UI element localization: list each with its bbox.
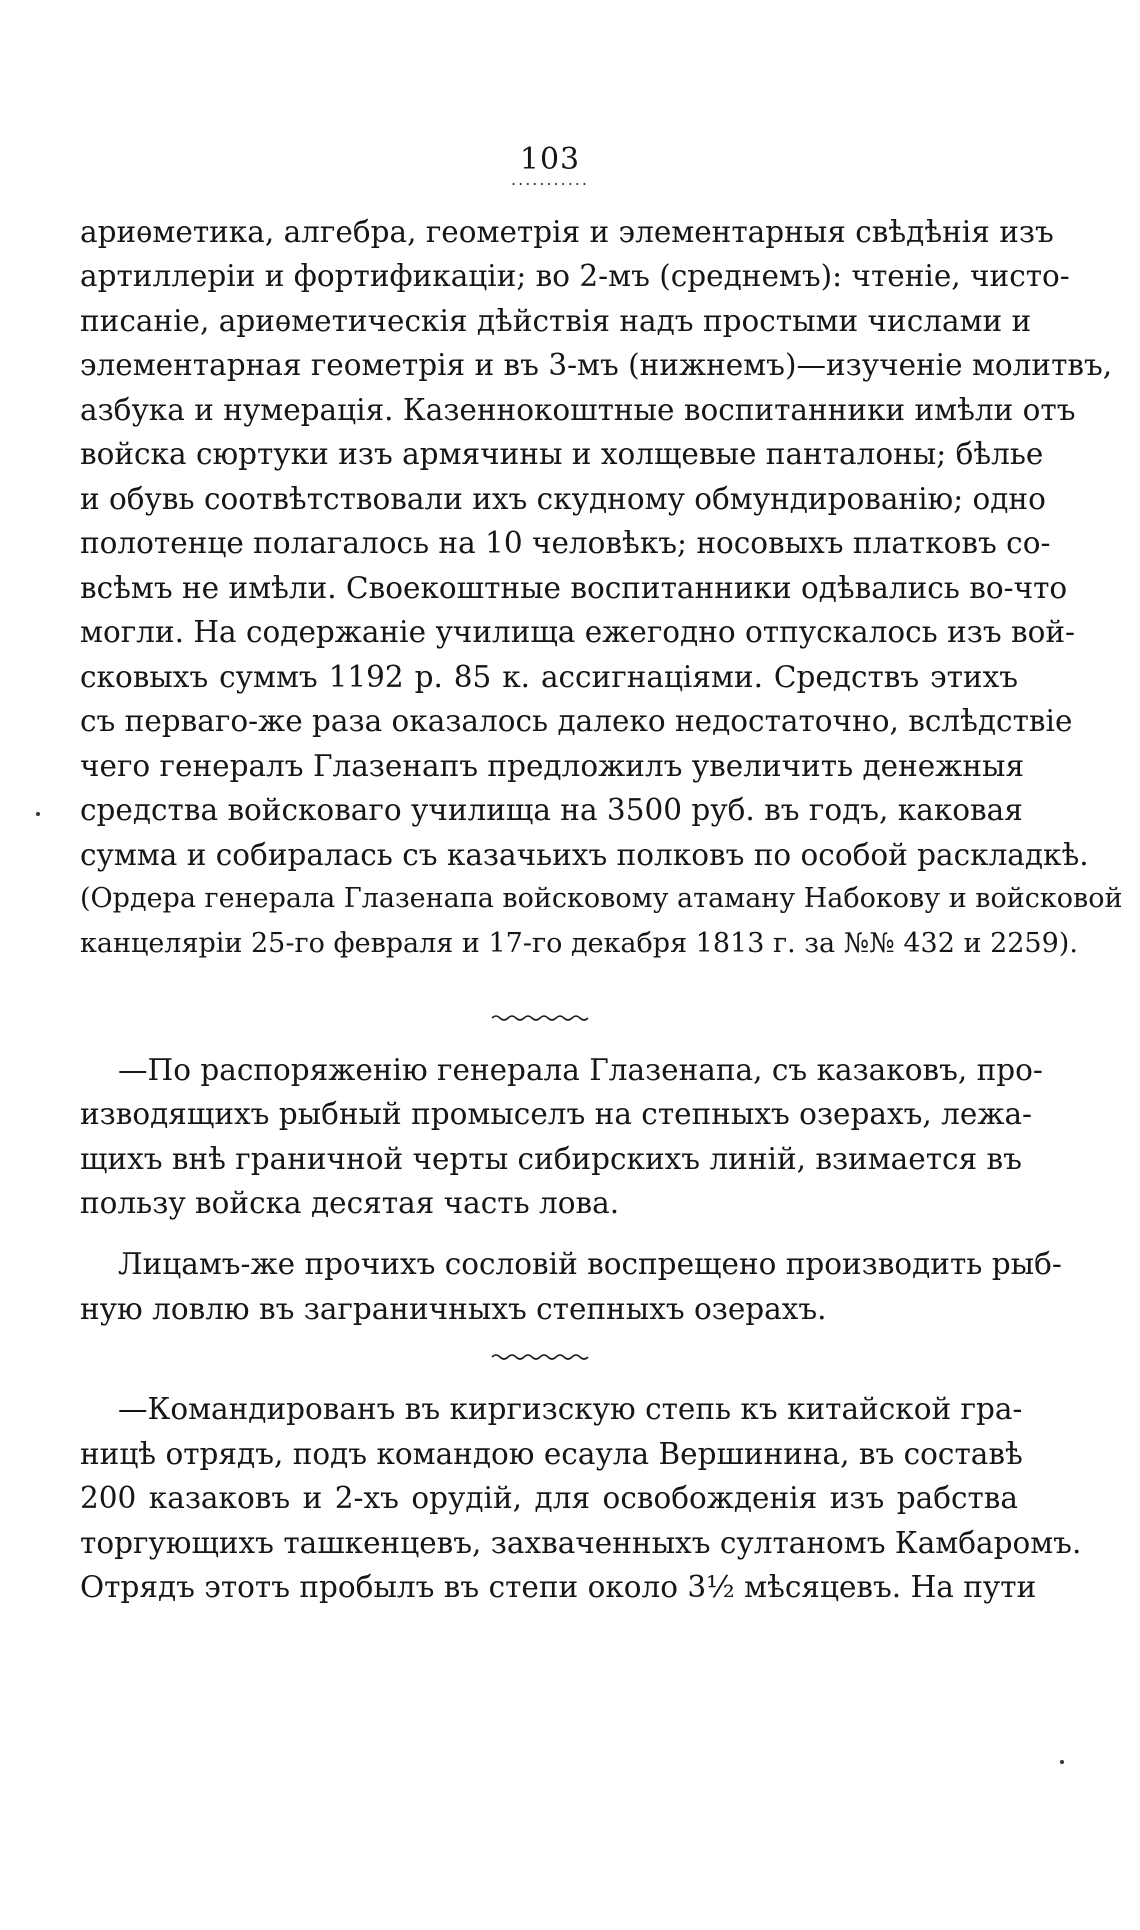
scan-speck [36, 812, 40, 816]
text-line: Лицамъ-же прочихъ сословій воспрещено производить рыб- [118, 1247, 1062, 1281]
text-line: элементарная геометрія и въ 3-мъ (нижнемъ)—изученіе молитвъ, [80, 348, 1113, 382]
text-line: средства войсковаго училища на 3500 руб. въ годъ, каковая [80, 793, 1023, 827]
wavy-divider [490, 1352, 590, 1362]
text-line: полотенце полагалось на 10 человѣкъ; носовыхъ платковъ со- [80, 526, 1051, 560]
wavy-divider [490, 1013, 590, 1023]
text-line: —Командированъ въ киргизскую степь къ китайской гра- [118, 1392, 1023, 1426]
text-line: ную ловлю въ заграничныхъ степныхъ озерахъ. [80, 1292, 827, 1326]
scan-speck [1060, 1760, 1064, 1764]
text-line: съ перваго-же раза оказалось далеко недостаточно, вслѣдствіе [80, 704, 1073, 738]
text-line: 200 казаковъ и 2-хъ орудій, для освобожденія изъ рабства [80, 1481, 1018, 1515]
text-line: пользу войска десятая часть лова. [80, 1186, 620, 1220]
text-line: могли. На содержаніе училища ежегодно отпускалось изъ вой- [80, 615, 1076, 649]
text-line: и обувь соотвѣтствовали ихъ скудному обмундированію; одно [80, 482, 1046, 516]
text-line: сумма и собиралась съ казачьихъ полковъ по особой раскладкѣ. [80, 838, 1089, 872]
text-line: —По распоряженію генерала Глазенапа, съ казаковъ, про- [118, 1053, 1043, 1087]
text-line: азбука и нумерація. Казеннокоштные воспитанники имѣли отъ [80, 393, 1076, 427]
text-line: торгующихъ ташкенцевъ, захваченныхъ султаномъ Камбаромъ. [80, 1526, 1082, 1560]
text-line: сковыхъ суммъ 1192 р. 85 к. ассигнаціями. Средствъ этихъ [80, 660, 1018, 694]
text-line: артиллеріи и фортификаціи; во 2-мъ (среднемъ): чтеніе, чисто- [80, 259, 1070, 293]
text-line: щихъ внѣ граничной черты сибирскихъ линій, взимается въ [80, 1142, 1022, 1176]
page-number-underline: ........... [511, 170, 589, 189]
text-line: войска сюртуки изъ армячины и холщевые панталоны; бѣлье [80, 437, 1044, 471]
page-number: 103 [519, 142, 581, 177]
text-line: ариѳметика, алгебра, геометрія и элементарныя свѣдѣнія изъ [80, 215, 1054, 249]
text-line: Отрядъ этотъ пробылъ въ степи около 3½ мѣсяцевъ. На пути [80, 1570, 1037, 1604]
text-line: ницѣ отрядъ, подъ командою есаула Вершинина, въ составѣ [80, 1437, 1023, 1471]
text-line: писаніе, ариѳметическія дѣйствія надъ простыми числами и [80, 304, 1032, 338]
citation-line: канцеляріи 25-го февраля и 17-го декабря 1813 г. за №№ 432 и 2259). [80, 928, 1078, 959]
text-line: чего генералъ Глазенапъ предложилъ увеличить денежныя [80, 749, 1025, 783]
text-line: изводящихъ рыбный промыселъ на степныхъ озерахъ, лежа- [80, 1097, 1033, 1131]
text-line: всѣмъ не имѣли. Своекоштные воспитанники одѣвались во-что [80, 571, 1068, 605]
citation-line: (Ордера генерала Глазенапа войсковому атаману Набокову и войсковой [80, 883, 1123, 914]
